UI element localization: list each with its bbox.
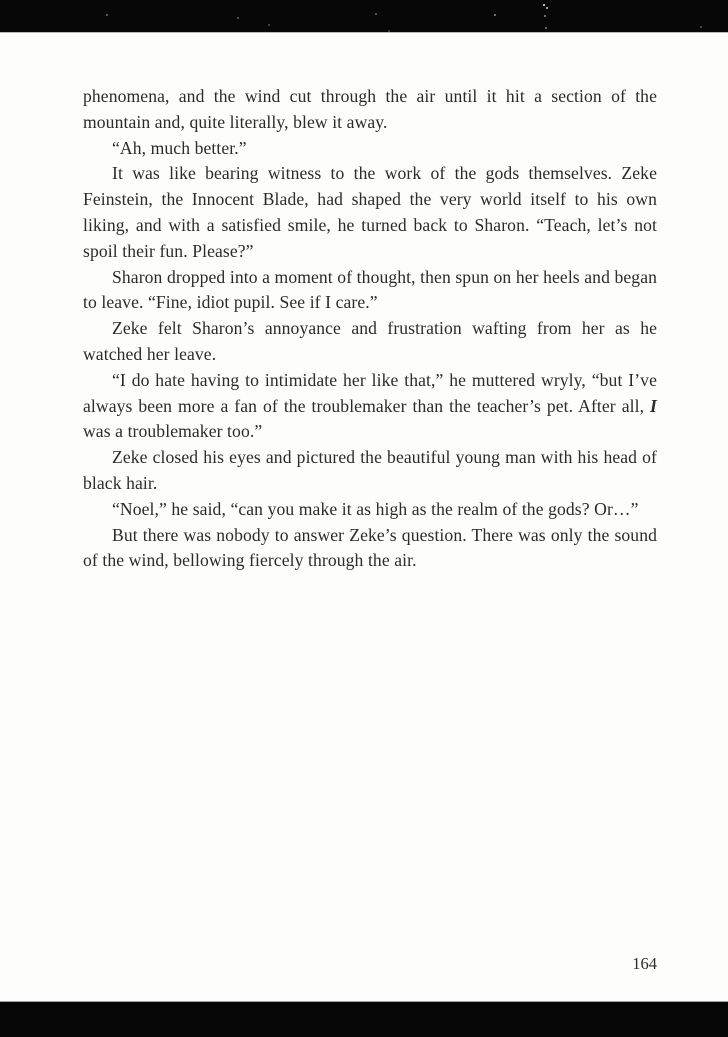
text-segment: “I do hate having to intimidate her like that,” he muttered wryly, “but I’ve always been more a fan of the troublemaker than the teacher’s pet. After all, xyxy=(83,369,657,416)
paragraph xyxy=(83,161,657,264)
text-segment: “Noel,” he said, “can you make it as high as the realm of the gods? Or…” xyxy=(112,498,639,519)
scan-dust-specks-top xyxy=(0,0,2,2)
paragraph xyxy=(83,523,657,575)
paragraph xyxy=(83,445,657,497)
paragraph xyxy=(83,368,657,445)
text-segment: Zeke closed his eyes and pictured the beautiful young man with his head of black hair. xyxy=(83,447,657,493)
text-segment: was a troublemaker too.” xyxy=(83,421,263,442)
paragraph xyxy=(83,136,657,162)
text-segment: “Ah, much better.” xyxy=(112,137,247,158)
scan-dust-specks-bottom xyxy=(0,1002,2,1004)
page-number: 164 xyxy=(632,954,657,973)
body-text xyxy=(83,84,657,574)
text-segment: It was like bearing witness to the work of the gods themselves. Zeke Feinstein, the Innocent Blade, had shaped the very world itself to his own liking, and with a satisfied smile, he turned back to Sharon. “Teach, let’s not spoil their fun. Please?” xyxy=(83,163,657,261)
text-segment: Sharon dropped into a moment of thought, then spun on her heels and began to leave. “Fine, idiot pupil. See if I care.” xyxy=(83,266,657,313)
scan-border-bottom xyxy=(0,1001,728,1037)
paragraph xyxy=(83,265,657,317)
text-segment: But there was nobody to answer Zeke’s question. There was only the sound of the wind, bellowing fiercely through the air. xyxy=(83,524,657,571)
scan-border-top xyxy=(0,0,728,33)
book-page xyxy=(0,34,728,1001)
paragraph xyxy=(83,84,657,136)
paragraph xyxy=(83,497,657,523)
text-segment: I xyxy=(650,395,657,416)
text-segment: Zeke felt Sharon’s annoyance and frustration wafting from her as he watched her leave. xyxy=(83,318,657,364)
text-segment: phenomena, and the wind cut through the air until it hit a section of the mountain and, quite literally, blew it away. xyxy=(83,86,657,132)
paragraph xyxy=(83,316,657,368)
